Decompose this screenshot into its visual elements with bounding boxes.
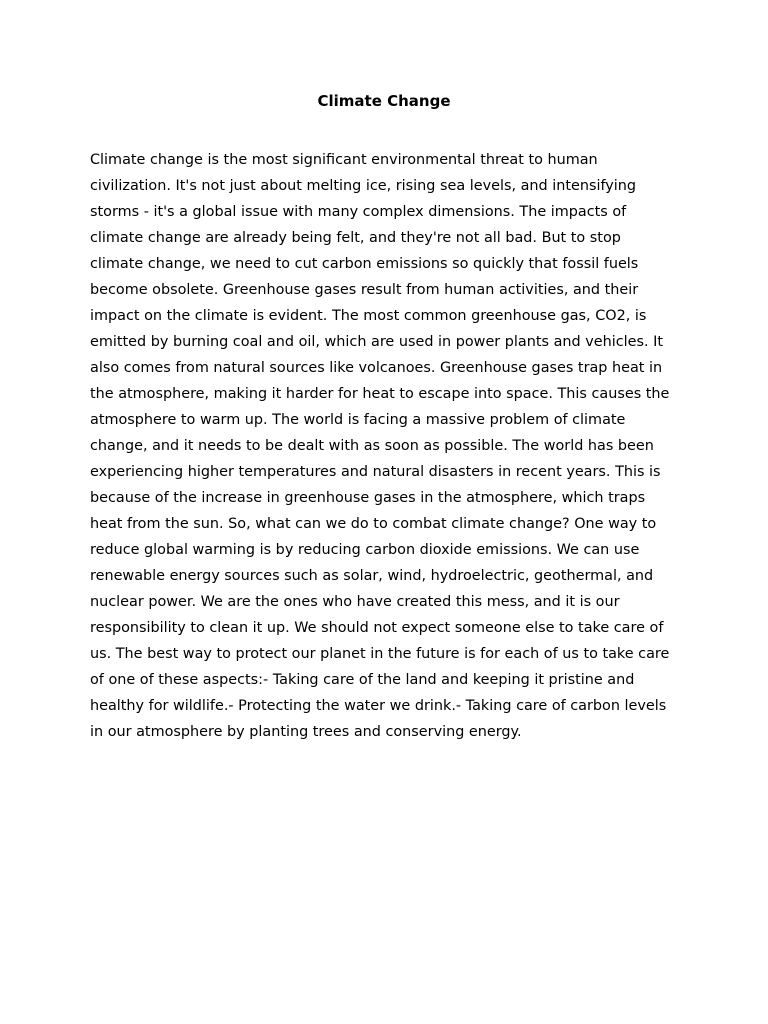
document-body-paragraph: Climate change is the most significant environmental threat to human civilization. It's not just about melting ice, rising sea levels, and intensifying storms - it's a global issue with many complex dimensions. The impacts of climate change are already being felt, and they're not all bad. But to stop climate change, we need to cut carbon emissions so quickly that fossil fuels become obsolete. Greenhouse gases result from human activities, and their impact on the climate is evident. The most common greenhouse gas, CO2, is emitted by burning coal and oil, which are used in power plants and vehicles. It also comes from natural sources like volcanoes. Greenhouse gases trap heat in the atmosphere, making it harder for heat to escape into space. This causes the atmosphere to warm up. The world is facing a massive problem of climate change, and it needs to be dealt with as soon as possible. The world has been experiencing higher temperatures and natural disasters in recent years. This is because of the increase in greenhouse gases in the atmosphere, which traps heat from the sun. So, what can we do to combat climate change? One way to reduce global warming is by reducing carbon dioxide emissions. We can use renewable energy sources such as solar, wind, hydroelectric, geothermal, and nuclear power. We are the ones who have created this mess, and it is our responsibility to clean it up. We should not expect someone else to take care of us. The best way to protect our planet in the future is for each of us to take care of one of these aspects:- Taking care of the land and keeping it pristine and healthy for wildlife.- Protecting the water we drink.- Taking care of carbon levels in our atmosphere by planting trees and conserving energy. [90,152,670,740]
document-title: Climate Change [317,92,451,110]
